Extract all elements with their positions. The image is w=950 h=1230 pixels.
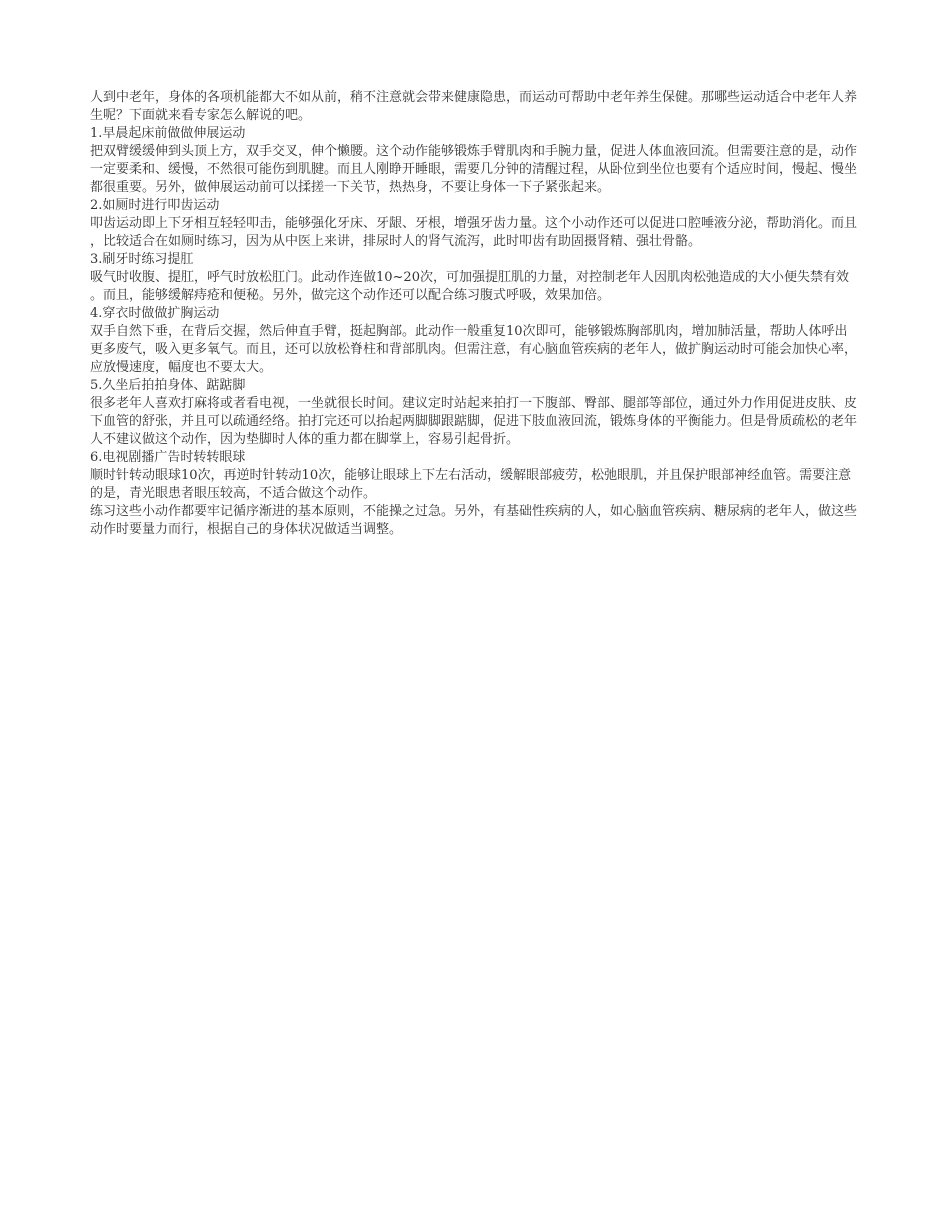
section-body: 双手自然下垂，在背后交握，然后伸直手臂，挺起胸部。此动作一般重复10次即可，能够锻炼胸部肌肉，增加肺活量，帮助人体呼出更多废气，吸入更多氧气。而且，还可以放松脊柱和背部肌肉。但需注意，有心脑血管疾病的老年人，做扩胸运动时可能会加快心率，应放慢速度，幅度也不要太大。: [90, 324, 858, 375]
article: [90, 89, 860, 539]
section-patting: [90, 377, 860, 449]
section-stretch: [90, 125, 860, 197]
section-body: 把双臂缓缓伸到头顶上方，双手交叉，伸个懒腰。这个动作能够锻炼手臂肌肉和手腕力量，促进人体血液回流。但需要注意的是，动作一定要柔和、缓慢，不然很可能伤到肌腱。而且人刚睁开睡眼，需要几分钟的清醒过程，从卧位到坐位也要有个适应时间，慢起、慢坐都很重要。另外，做伸展运动前可以揉搓一下关节，热热身，不要让身体一下子紧张起来。: [90, 144, 858, 195]
section-heading: 2.如厕时进行叩齿运动: [90, 198, 220, 213]
section-heading: 6.电视剧播广告时转转眼球: [90, 450, 246, 465]
section-body: 叩齿运动即上下牙相互轻轻叩击，能够强化牙床、牙龈、牙根，增强牙齿力量。这个小动作还可以促进口腔唾液分泌，帮助消化。而且，比较适合在如厕时练习，因为从中医上来讲，排尿时人的肾气流泻，此时叩齿有助固摄肾精、强壮骨骼。: [90, 216, 858, 249]
section-eye-rolling: [90, 449, 860, 503]
conclusion-paragraph: 练习这些小动作都要牢记循序渐进的基本原则，不能操之过急。另外，有基础性疾病的人，如心脑血管疾病、糖尿病的老年人，做这些动作时要量力而行，根据自己的身体状况做适当调整。: [90, 504, 858, 537]
section-body: 吸气时收腹、提肛，呼气时放松肛门。此动作连做10~20次，可加强提肛肌的力量，对控制老年人因肌肉松弛造成的大小便失禁有效。而且，能够缓解痔疮和便秘。另外，做完这个动作还可以配合练习腹式呼吸，效果加倍。: [90, 270, 849, 303]
section-body: 顺时针转动眼球10次，再逆时针转动10次，能够让眼球上下左右活动，缓解眼部疲劳，松弛眼肌，并且保护眼部神经血管。需要注意的是，青光眼患者眼压较高，不适合做这个动作。: [90, 468, 852, 501]
section-heading: 5.久坐后拍拍身体、踮踮脚: [90, 378, 246, 393]
section-heading: 4.穿衣时做做扩胸运动: [90, 306, 220, 321]
section-heading: 3.刷牙时练习提肛: [90, 252, 194, 267]
section-anal-lift: [90, 251, 860, 305]
section-heading: 1.早晨起床前做做伸展运动: [90, 126, 246, 141]
section-body: 很多老年人喜欢打麻将或者看电视，一坐就很长时间。建议定时站起来拍打一下腹部、臀部、腿部等部位，通过外力作用促进皮肤、皮下血管的舒张，并且可以疏通经络。拍打完还可以抬起两脚脚跟踮脚，促进下肢血液回流，锻炼身体的平衡能力。但是骨质疏松的老年人不建议做这个动作，因为垫脚时人体的重力都在脚掌上，容易引起骨折。: [90, 396, 858, 447]
section-chest-expansion: [90, 305, 860, 377]
section-teeth-tapping: [90, 197, 860, 251]
intro-paragraph: 人到中老年，身体的各项机能都大不如从前，稍不注意就会带来健康隐患，而运动可帮助中老年养生保健。那哪些运动适合中老年人养生呢？下面就来看专家怎么解说的吧。: [90, 90, 858, 123]
